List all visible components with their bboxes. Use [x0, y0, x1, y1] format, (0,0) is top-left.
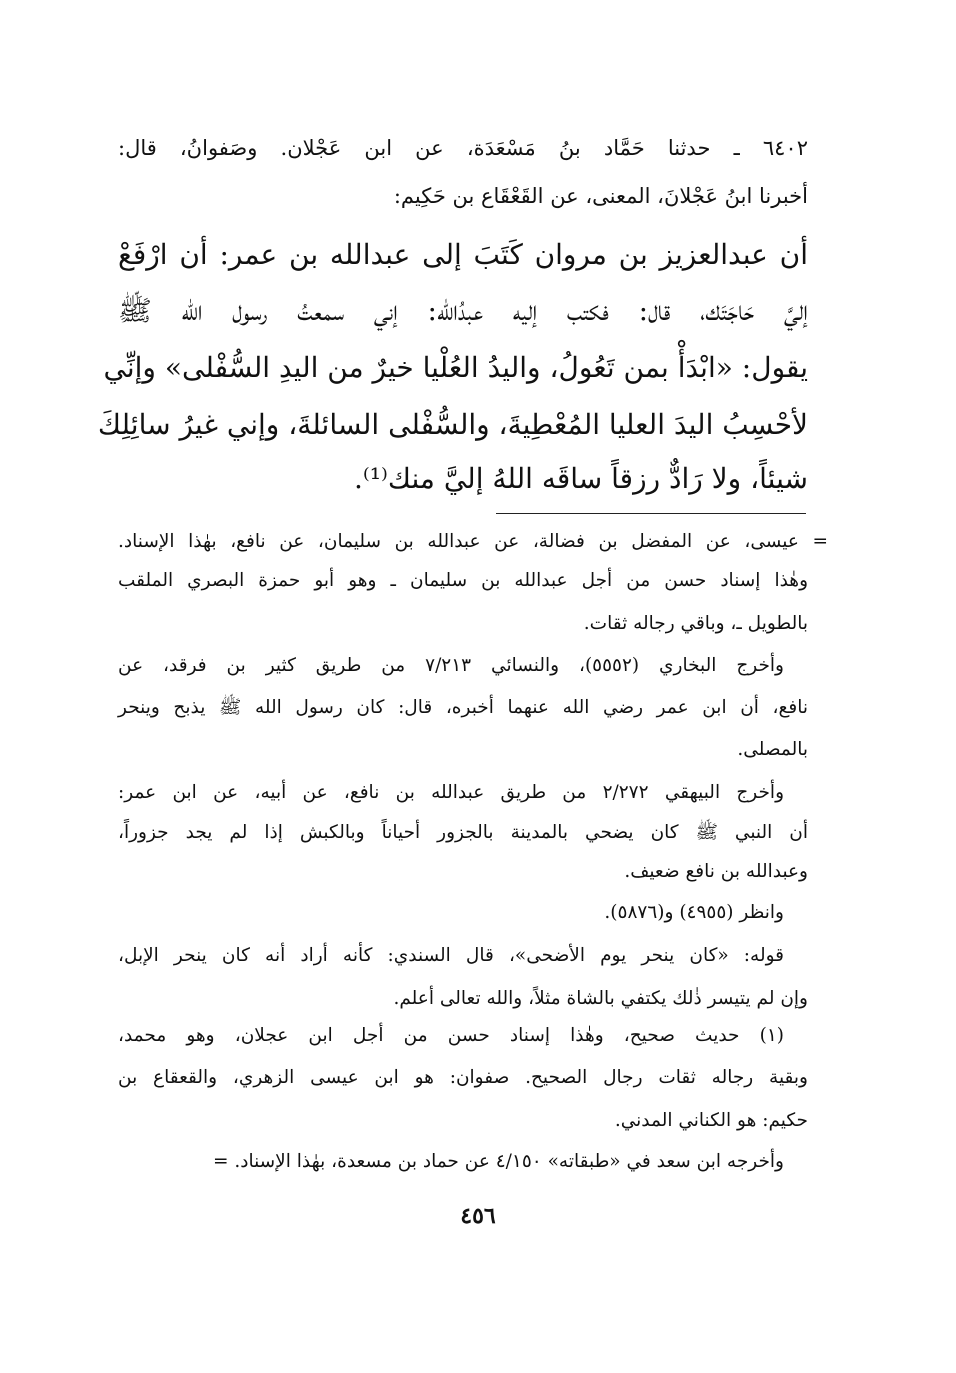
footnote-line-3: بالطويل ـ، وباقي رجاله ثقات. [583, 613, 808, 634]
footnote-line-7: وأخرج البيهقي ٢/٢٧٢ من طريق عبدالله بن نافع، عن أبيه، عن ابن عمر: [118, 782, 785, 803]
hadith-text-line-1: أن عبدالعزيز بن مروان كَتَبَ إلى عبدالله بن عمر: أن ارْفَعْ [118, 238, 808, 271]
hadith-text-line-5: شيئاً، ولا رَادٌّ رزقاً ساقَه اللهُ إليَّ منك⁽¹⁾. [353, 462, 808, 495]
footnote-line-6: بالمصلى. [737, 739, 808, 760]
footnote-line-16: وأخرجه ابن سعد في «طبقاته» ٤/١٥٠ عن حماد بن مسعدة، بهٰذا الإسناد. = [212, 1151, 784, 1172]
hadith-text-line-4: لأحْسِبُ اليدَ العليا المُعْطِيةَ، والسُّفْلى السائلةَ، وإني غيرُ سائِلِكَ [97, 408, 808, 441]
hadith-isnad-line-1: ٦٤٠٢ ـ حدثنا حَمَّاد بنُ مَسْعَدَة، عن ابن عَجْلان. وصَفوانُ، قال: [118, 136, 808, 160]
footnote-line-12: وإن لم يتيسر ذٰلك يكتفي بالشاة مثلاً، والله تعالى أعلم. [393, 988, 808, 1009]
footnote-divider [496, 513, 806, 514]
hadith-text-line-3: يقول: «ابْدَأْ بمن تَعُولُ، واليدُ العُلْيا خيرٌ من اليدِ السُّفْلى» وإنِّي [103, 351, 808, 384]
footnote-line-2: وهٰذا إسناد حسن من أجل عبدالله بن سليمان ـ وهو أبو حمزة البصري الملقب [118, 570, 808, 591]
footnote-line-9: وعبدالله بن نافع ضعيف. [624, 861, 808, 882]
footnote-line-1: = عيسى، عن المفضل بن فضالة، عن عبدالله بن سليمان، عن نافع، بهٰذا الإسناد. [118, 531, 828, 552]
footnote-line-5: نافع، أن ابن عمر رضي الله عنهما أخبره، قال: كان رسول الله ﷺ يذبح وينحر [118, 697, 808, 718]
footnote-line-10: وانظر (٤٩٥٥) و(٥٨٧٦). [604, 902, 784, 923]
footnote-line-4: وأخرج البخاري (٥٥٥٢)، والنسائي ٧/٢١٣ من طريق كثير بن فرقد، عن [118, 655, 784, 676]
footnote-line-13: (١) حديث صحيح، وهٰذا إسناد حسن من أجل ابن عجلان، وهو محمد، [118, 1025, 784, 1046]
hadith-text-line-2: إليَّ حَاجَتَك، قال: فكتب إليه عبدُالله: إني سمعتُ رسول الله ﷺ [118, 294, 808, 327]
page-number: ٤٥٦ [460, 1203, 496, 1229]
footnote-line-11: قوله: «كان ينحر يوم الأضحى»، قال السندي: كأنه أراد أنه كان ينحر الإبل، [118, 945, 784, 966]
footnote-line-15: حكيم: هو الكناني المدني. [614, 1110, 808, 1131]
hadith-isnad-line-2: أخبرنا ابنُ عَجْلانَ، المعنى، عن القَعْقَاع بن حَكِيم: [393, 184, 808, 208]
footnote-line-14: وبقية رجاله ثقات رجال الصحيح. صفوان: هو ابن عيسى الزهري، والقعقاع بن [118, 1067, 808, 1088]
footnote-line-8: أن النبي ﷺ كان يضحي بالمدينة بالجزور أحياناً وبالكبش إذا لم يجد جزوراً، [118, 822, 808, 843]
